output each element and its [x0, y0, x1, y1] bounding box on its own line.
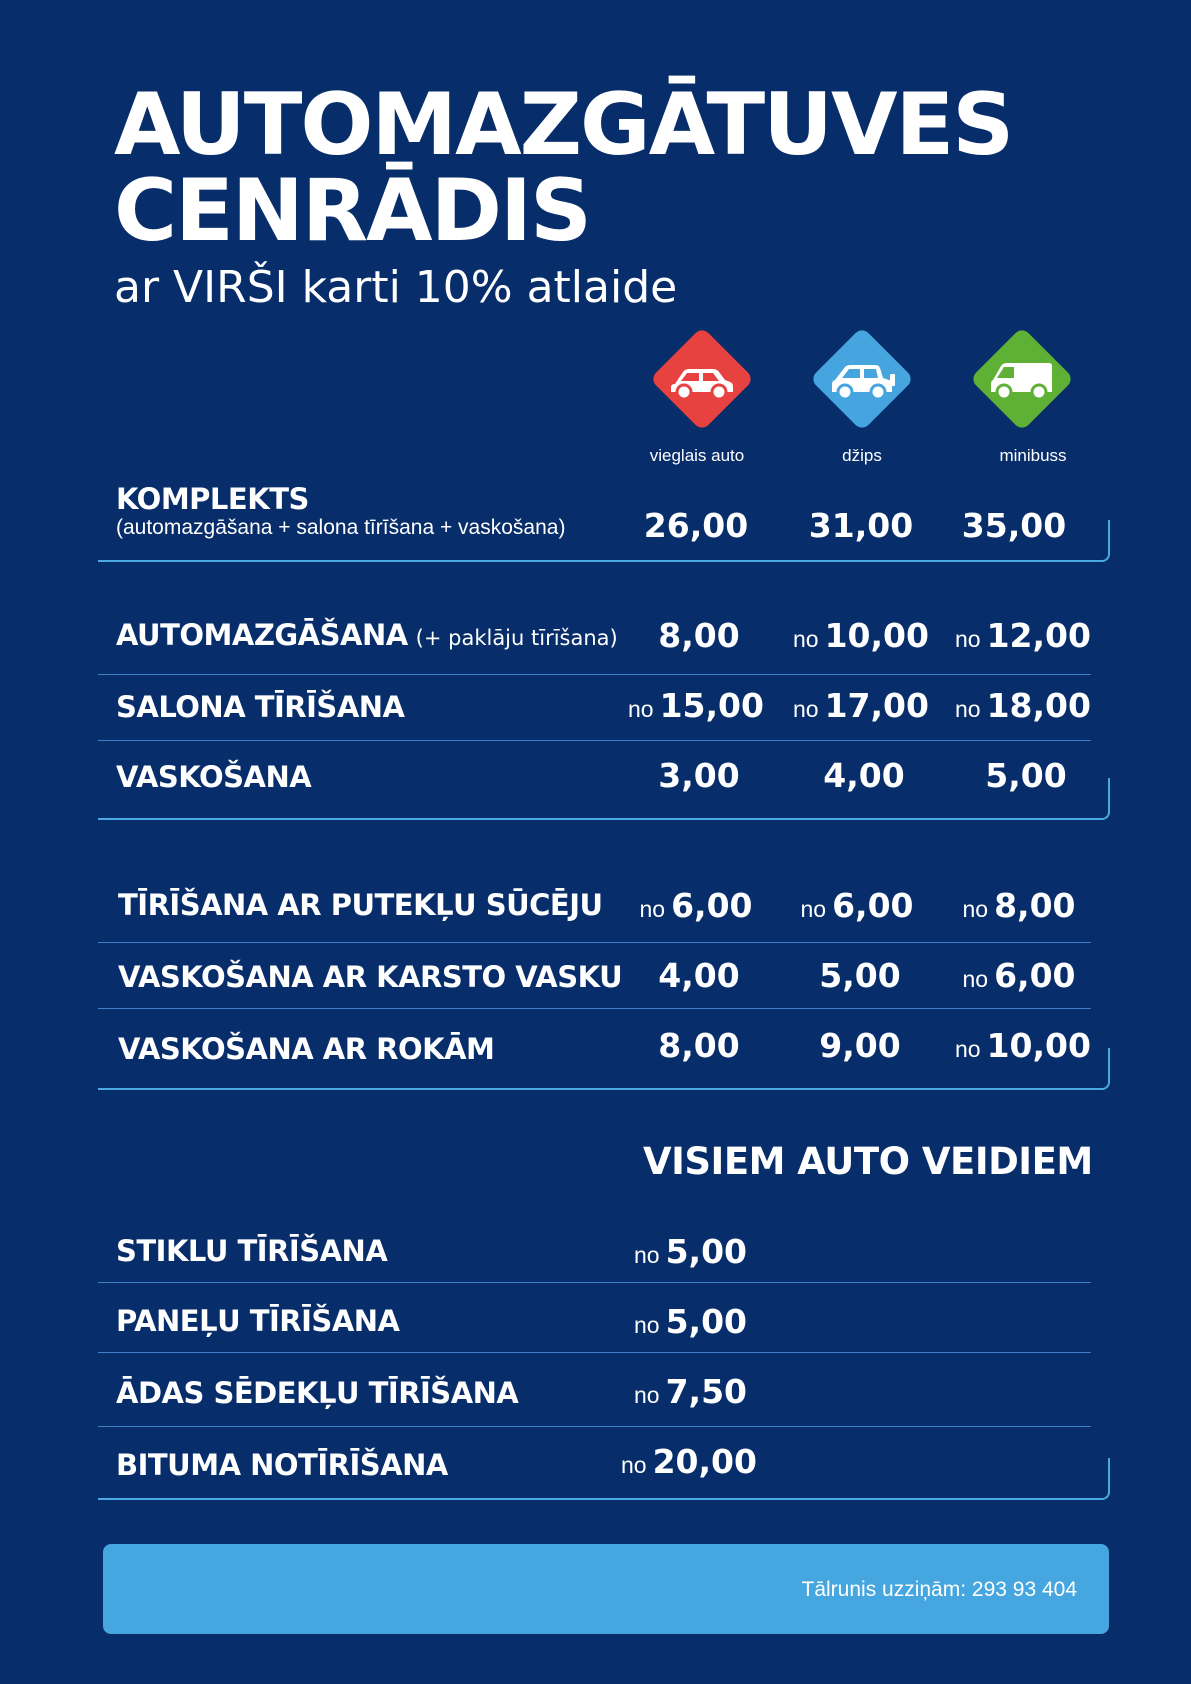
komplekts-price-van: 35,00: [961, 506, 1067, 545]
komplekts-note: (automazgāšana + salona tīrīšana + vaskošana): [116, 516, 566, 539]
jeep-icon: [827, 354, 897, 404]
price-automazgasana-jeep: no 10,00: [793, 616, 929, 655]
service-note: (+ paklāju tīrīšana): [415, 626, 618, 650]
price-adas-sedeklu: no 7,50: [634, 1372, 748, 1411]
divider: [98, 1352, 1091, 1353]
price-panelu: no 5,00: [634, 1302, 748, 1341]
price-karsto-jeep: 5,00: [819, 956, 901, 995]
divider: [98, 740, 1091, 741]
all-vehicles-heading: VISIEM AUTO VEIDIEM: [643, 1140, 1093, 1183]
price-automazgasana-van: no 12,00: [955, 616, 1091, 655]
page-title: [114, 75, 1014, 261]
divider: [98, 674, 1091, 675]
price-salona-van: no 18,00: [955, 686, 1091, 725]
service-row-vaskosana: VASKOŠANA: [116, 760, 312, 794]
service-row-panelu: PANEĻU TĪRĪŠANA: [116, 1304, 400, 1338]
group2-border: [98, 1048, 1110, 1090]
price-stiklu: no 5,00: [634, 1232, 748, 1271]
service-row-puteklu-suceju: TĪRĪŠANA AR PUTEKĻU SŪCĒJU: [118, 888, 603, 922]
column-label-car: vieglais auto: [649, 446, 745, 465]
komplekts-label: KOMPLEKTS: [116, 482, 309, 516]
service-row-bituma: BITUMA NOTĪRĪŠANA: [116, 1448, 448, 1482]
komplekts-price-car: 26,00: [643, 506, 749, 545]
service-row-salona-tirisana: SALONA TĪRĪŠANA: [116, 690, 405, 724]
service-row-karsto-vasku: VASKOŠANA AR KARSTO VASKU: [118, 960, 623, 994]
car-icon: [667, 354, 737, 404]
price-karsto-van: no 6,00: [962, 956, 1076, 995]
divider: [98, 1008, 1091, 1009]
price-vaskosana-car: 3,00: [658, 756, 740, 795]
price-karsto-car: 4,00: [658, 956, 740, 995]
price-automazgasana-car: 8,00: [658, 616, 740, 655]
price-rokam-van: no 10,00: [955, 1026, 1091, 1065]
price-bituma: no 20,00: [621, 1442, 757, 1481]
price-rokam-car: 8,00: [658, 1026, 740, 1065]
service-row-automazgasana: [116, 618, 618, 652]
price-rokam-jeep: 9,00: [819, 1026, 901, 1065]
divider: [98, 1426, 1091, 1427]
price-vaskosana-jeep: 4,00: [823, 756, 905, 795]
group1-border: [98, 778, 1110, 820]
footer-phone: Tālrunis uzziņām: 293 93 404: [801, 1578, 1077, 1601]
komplekts-price-jeep: 31,00: [808, 506, 914, 545]
van-icon: [987, 354, 1057, 404]
group3-border: [98, 1458, 1110, 1500]
price-puteklu-car: no 6,00: [639, 886, 753, 925]
divider: [98, 1282, 1091, 1283]
price-puteklu-jeep: no 6,00: [800, 886, 914, 925]
service-row-stiklu: STIKLU TĪRĪŠANA: [116, 1234, 388, 1268]
service-row-adas-sedeklu: ĀDAS SĒDEKĻU TĪRĪŠANA: [116, 1376, 519, 1410]
service-row-rokam: VASKOŠANA AR ROKĀM: [118, 1032, 495, 1066]
divider: [98, 942, 1091, 943]
column-label-van: minibuss: [999, 446, 1067, 465]
title-line-2: CENRĀDIS: [114, 161, 590, 261]
price-salona-jeep: no 17,00: [793, 686, 929, 725]
subtitle: ar VIRŠI karti 10% atlaide: [114, 262, 678, 313]
column-label-jeep: džips: [842, 446, 882, 465]
price-vaskosana-van: 5,00: [985, 756, 1067, 795]
price-salona-car: no 15,00: [628, 686, 764, 725]
title-line-1: AUTOMAZGĀTUVES: [114, 75, 1013, 175]
komplekts-group-border: [98, 520, 1110, 562]
price-puteklu-van: no 8,00: [962, 886, 1076, 925]
service-label: AUTOMAZGĀŠANA: [116, 618, 408, 652]
footer-bar: [103, 1544, 1109, 1634]
